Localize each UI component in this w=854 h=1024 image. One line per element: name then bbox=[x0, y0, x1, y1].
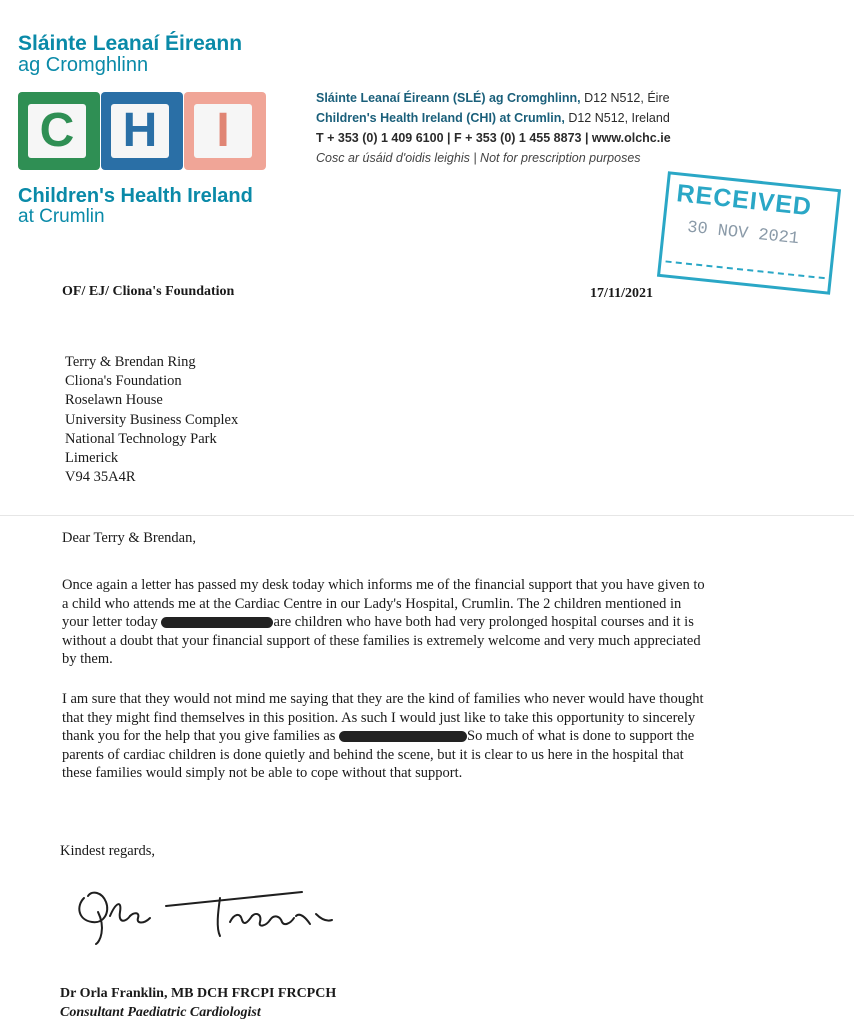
chi-logo-blocks bbox=[18, 92, 268, 170]
paragraph-line: I am sure that they would not mind me saying that they are the kind of families who never would have thought bbox=[62, 691, 704, 707]
paragraph-line: parents of cardiac children is done quietly and behind the scene, but it is clear to us here in the hospital that bbox=[62, 746, 684, 763]
stamp-title: RECEIVED bbox=[675, 179, 814, 222]
logo-block-h: H bbox=[101, 92, 183, 170]
salutation: Dear Terry & Brendan, bbox=[62, 530, 196, 546]
address-line: Roselawn House bbox=[65, 392, 163, 409]
header-prescription-note: Cosc ar úsáid d'oidis leighis | Not for prescription purposes bbox=[316, 151, 641, 165]
handwritten-signature bbox=[70, 872, 350, 952]
closing: Kindest regards, bbox=[60, 843, 156, 859]
paper-fold-line bbox=[0, 515, 854, 516]
header-phone-line: T + 353 (0) 1 409 6100 | F + 353 (0) 1 455 8873 | www.olchc.ie bbox=[316, 131, 671, 145]
paragraph-line: without a doubt that your financial support of these families is extremely welcome and very much appreciated bbox=[62, 632, 701, 649]
signer-name: Dr Orla Franklin, MB DCH FRCPI FRCPCH bbox=[60, 986, 337, 1001]
redaction-mark bbox=[339, 731, 467, 742]
logo-block-i: I bbox=[184, 92, 266, 170]
logo-block-c: C bbox=[18, 92, 100, 170]
paragraph-line: that they might find themselves in this position. As such I would just like to take this opportunity to sincerely bbox=[62, 709, 696, 726]
body-paragraph-1 bbox=[62, 576, 792, 669]
letter-date: 17/11/2021 bbox=[590, 286, 654, 301]
signer-title: Consultant Paediatric Cardiologist bbox=[60, 1005, 261, 1020]
paragraph-line: by them. bbox=[62, 651, 113, 668]
letterhead-contact-info bbox=[316, 88, 671, 168]
address-line: National Technology Park bbox=[65, 430, 217, 447]
paragraph-line: your letter today are children who have both had very prolonged hospital courses and it is bbox=[62, 614, 694, 631]
address-line: V94 35A4R bbox=[65, 469, 136, 486]
logo-english-line1: Children's Health Ireland bbox=[18, 185, 253, 207]
logo-irish-line1: Sláinte Leanaí Éireann bbox=[18, 32, 243, 55]
received-stamp bbox=[657, 171, 841, 295]
logo-irish-line2: ag Cromghlinn bbox=[18, 54, 149, 77]
header-line2-bold: Children's Health Ireland (CHI) at Crumlin, bbox=[316, 111, 565, 125]
logo-english-line2: at Crumlin bbox=[18, 206, 105, 227]
paragraph-line: these families would simply not be able to cope without that support. bbox=[62, 765, 463, 782]
paragraph-line: a child who attends me at the Cardiac Centre in our Lady's Hospital, Crumlin. The 2 children mentioned in bbox=[62, 595, 682, 612]
stamp-dashed-line bbox=[665, 260, 824, 279]
logo-english-name bbox=[18, 185, 253, 228]
letter-reference: OF/ EJ/ Cliona's Foundation bbox=[62, 284, 235, 299]
recipient-address bbox=[65, 353, 238, 487]
address-line: University Business Complex bbox=[65, 411, 239, 428]
logo-irish-name bbox=[18, 33, 242, 76]
redaction-mark bbox=[161, 617, 273, 628]
address-line: Limerick bbox=[65, 450, 119, 467]
body-paragraph-2 bbox=[62, 690, 792, 783]
header-line1-rest: D12 N512, Éire bbox=[580, 91, 670, 105]
header-line2-rest: D12 N512, Ireland bbox=[564, 111, 670, 125]
paragraph-line: Once again a letter has passed my desk today which informs me of the financial support that you have given to bbox=[62, 577, 705, 593]
header-line1-bold: Sláinte Leanaí Éireann (SLÉ) ag Cromghlinn, bbox=[316, 91, 581, 105]
stamp-date: 30 NOV 2021 bbox=[686, 218, 800, 250]
address-line: Cliona's Foundation bbox=[65, 373, 182, 390]
paragraph-line: thank you for the help that you give families as So much of what is done to support the bbox=[62, 728, 695, 745]
address-line: Terry & Brendan Ring bbox=[65, 354, 196, 370]
